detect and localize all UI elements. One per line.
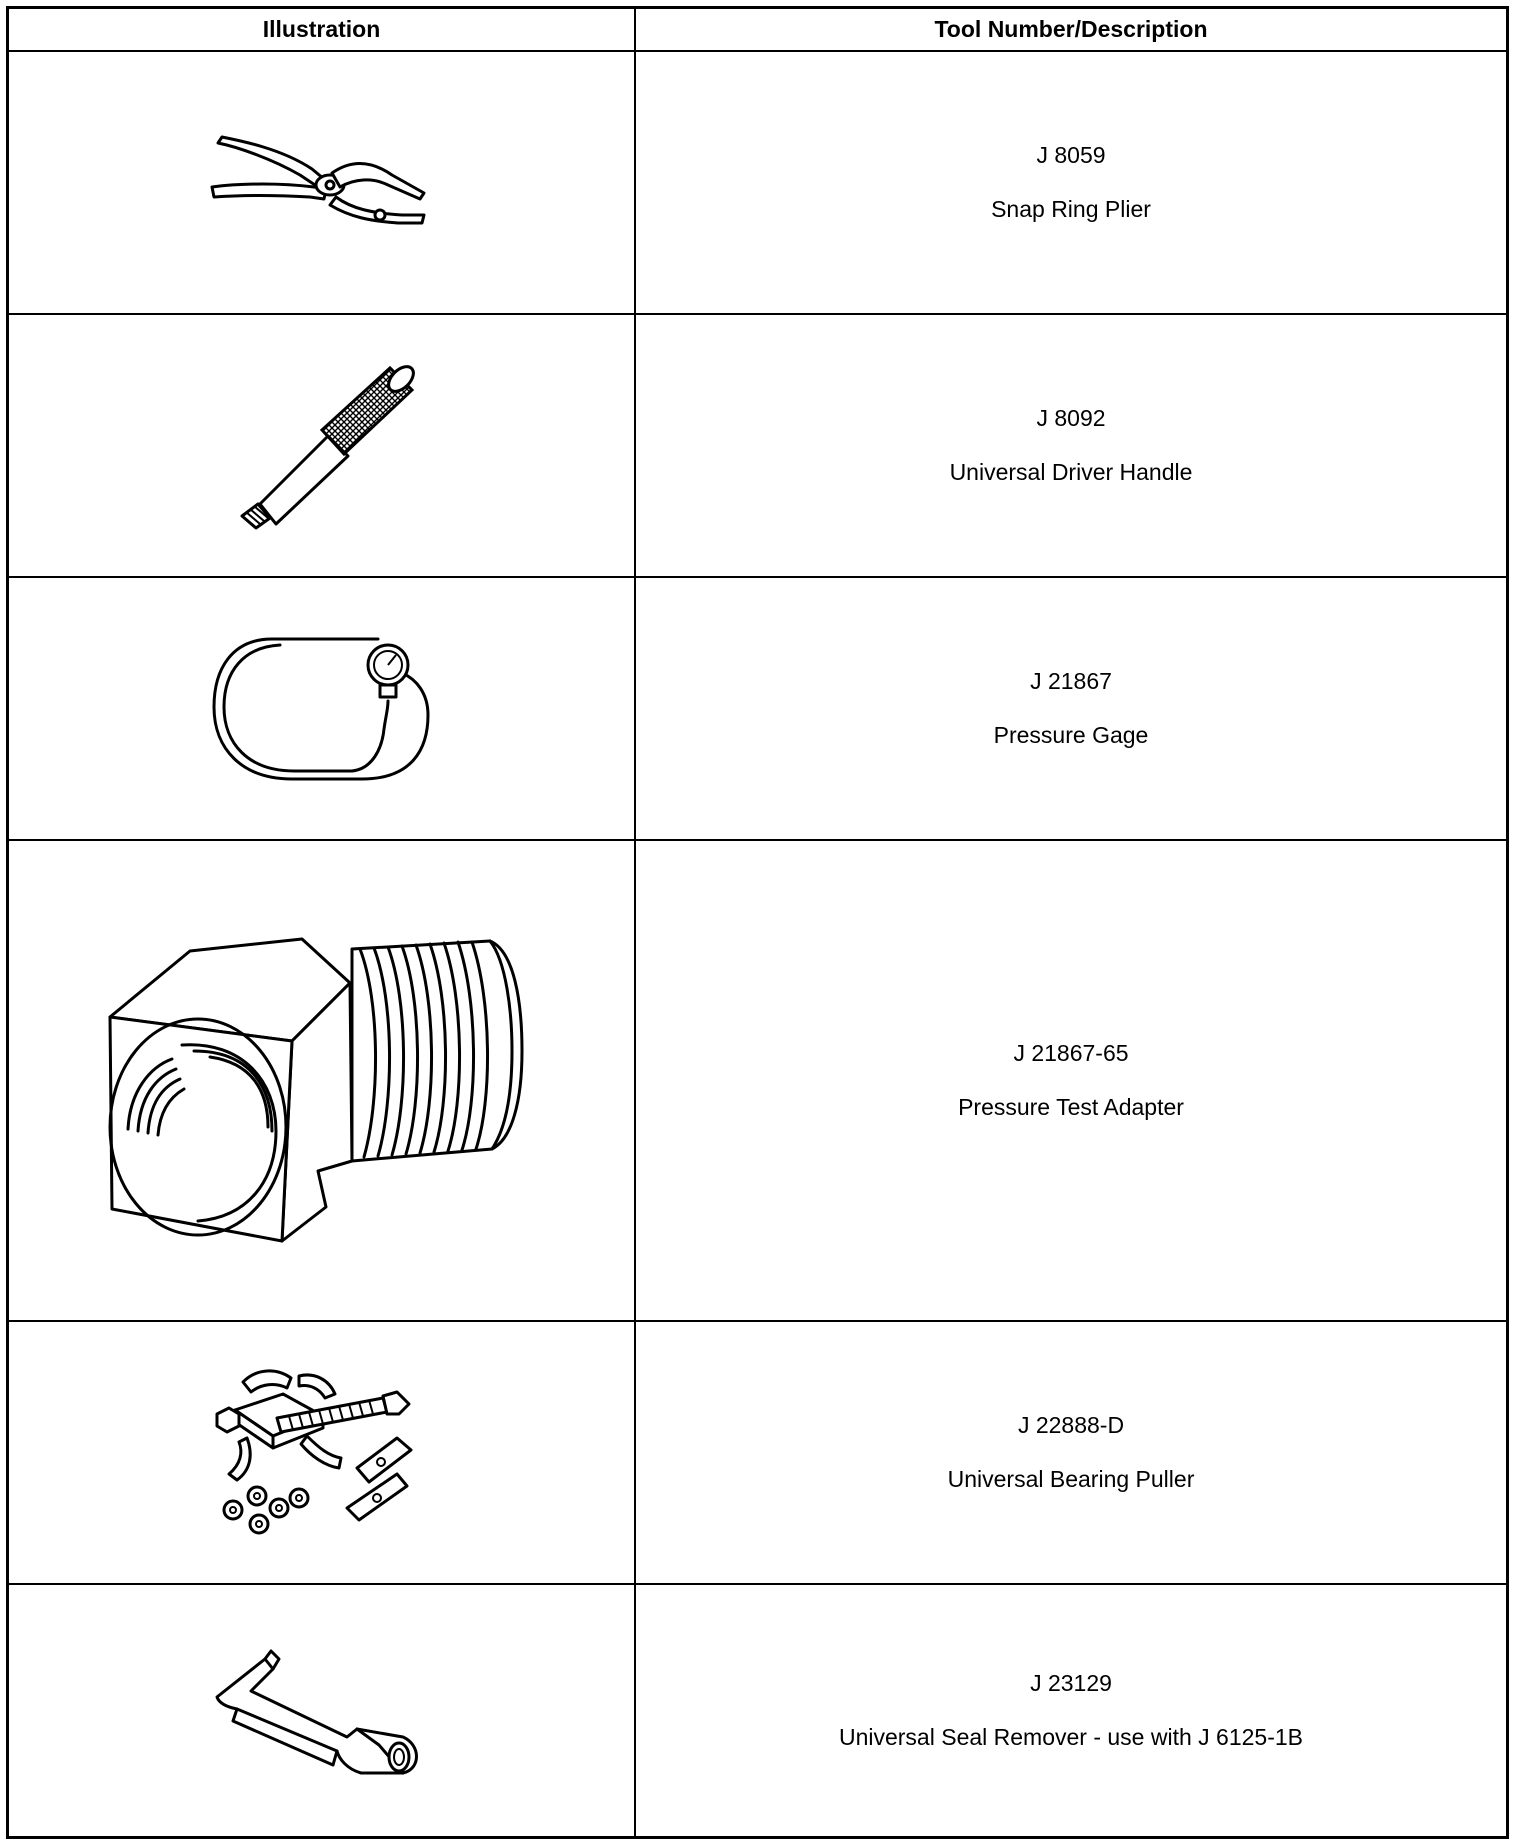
tool-name: Snap Ring Plier: [991, 196, 1151, 222]
tool-number: J 22888-D: [1017, 1412, 1125, 1438]
tool-number: J 23129: [1030, 1670, 1112, 1696]
description-cell: [636, 578, 1506, 839]
tool-number: J 8092: [1036, 405, 1106, 431]
illustration-cell: [9, 52, 636, 313]
table-header-row: [9, 9, 1506, 52]
pressure-gage-icon: [202, 619, 442, 799]
pressure-test-adapter-icon: [102, 891, 542, 1271]
bearing-puller-icon: [207, 1358, 437, 1548]
tool-name: Universal Bearing Puller: [947, 1466, 1195, 1492]
tool-name: Pressure Test Adapter: [958, 1094, 1184, 1120]
table-row: [9, 1322, 1506, 1585]
illustration-cell: [9, 578, 636, 839]
table-row: [9, 841, 1506, 1322]
description-cell: [636, 315, 1506, 576]
tool-number: J 8059: [1036, 142, 1106, 168]
description-cell: [636, 1322, 1506, 1583]
illustration-cell: [9, 1585, 636, 1836]
driver-handle-icon: [212, 356, 432, 536]
tool-name: Pressure Gage: [993, 722, 1149, 748]
tool-number: J 21867: [1030, 668, 1112, 694]
description-header: Tool Number/Description: [934, 16, 1208, 42]
illustration-header: Illustration: [9, 9, 636, 50]
seal-remover-icon: [207, 1641, 437, 1781]
tool-name: Universal Seal Remover - use with J 6125-1B: [838, 1724, 1304, 1750]
description-cell: [636, 841, 1506, 1320]
tool-name: Universal Driver Handle: [949, 459, 1193, 485]
illustration-cell: [9, 1322, 636, 1583]
description-cell: [636, 1585, 1506, 1836]
table-row: [9, 52, 1506, 315]
tool-number: J 21867-65: [1013, 1040, 1129, 1066]
table-row: [9, 578, 1506, 841]
description-cell: [636, 52, 1506, 313]
special-tools-table: [6, 6, 1509, 1839]
snap-ring-plier-icon: [202, 123, 442, 243]
illustration-cell: [9, 315, 636, 576]
table-row: [9, 1585, 1506, 1836]
table-row: [9, 315, 1506, 578]
illustration-cell: [9, 841, 636, 1320]
